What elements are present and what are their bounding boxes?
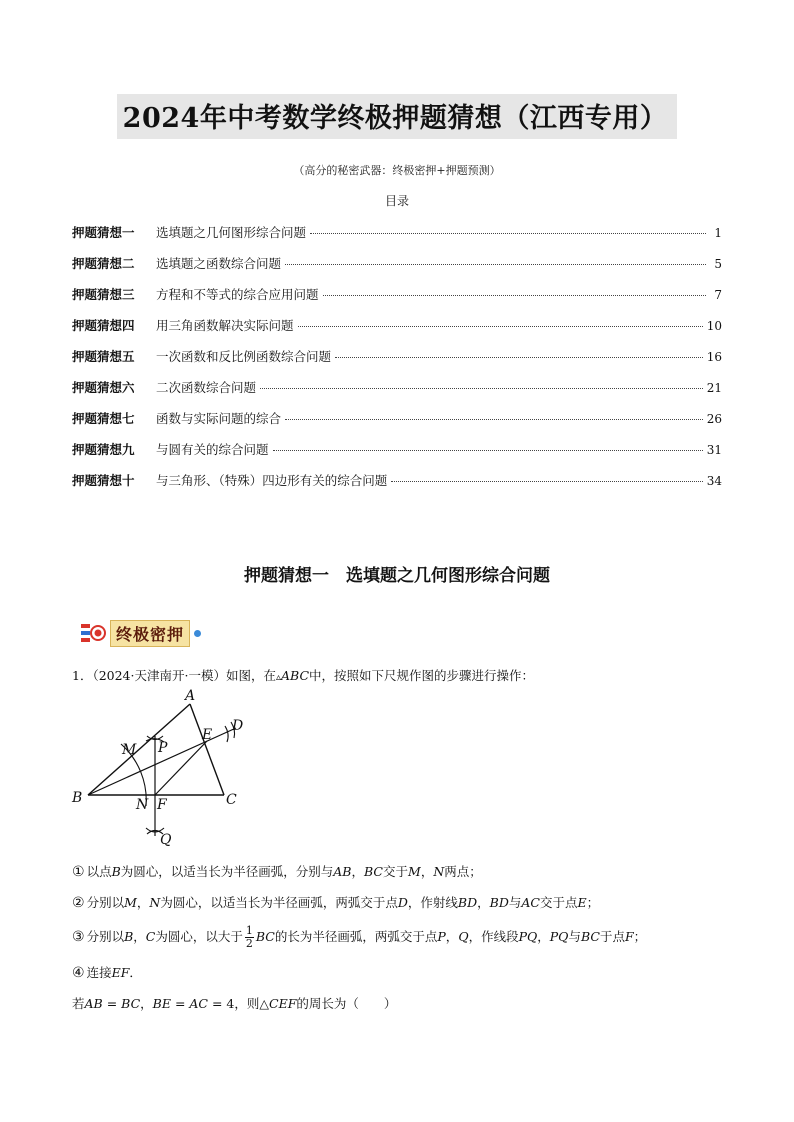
toc-dot-leader — [260, 388, 703, 389]
toc-entry-page: 21 — [706, 381, 722, 395]
toc-entry[interactable] — [72, 347, 722, 378]
toc-dot-leader — [285, 264, 706, 265]
label-f: F — [157, 797, 167, 813]
section-title: 押题猜想一 选填题之几何图形综合问题 — [244, 566, 550, 586]
toc-dot-leader — [323, 295, 706, 296]
label-p: P — [158, 740, 168, 756]
toc-entry-title: 二次函数综合问题 — [156, 380, 257, 395]
toc-entry-title: 函数与实际问题的综合 — [156, 411, 282, 426]
toc-entry-number: 押题猜想六 — [72, 380, 135, 395]
toc-entry[interactable] — [72, 316, 722, 347]
toc-dot-leader — [391, 481, 702, 482]
document-subtitle: （高分的秘密武器：终极密押+押题预测） — [293, 164, 501, 177]
toc-entry[interactable] — [72, 254, 722, 285]
toc-entry[interactable] — [72, 285, 722, 316]
question-condition: 若AB = BC，BE = AC = 4，则△CEF的周长为（ ） — [72, 996, 397, 1011]
toc-entry-title: 选填题之函数综合问题 — [156, 256, 282, 271]
toc-entry-title: 与圆有关的综合问题 — [156, 442, 269, 457]
toc-entry-page: 1 — [714, 226, 722, 240]
toc-entry-page: 26 — [706, 412, 722, 426]
step-4: ④ 连接EF． — [72, 965, 142, 981]
toc-entry-page: 16 — [706, 350, 722, 364]
label-n: N — [136, 797, 149, 813]
toc-entry-page: 34 — [706, 474, 722, 488]
toc-dot-leader — [298, 326, 703, 327]
label-d: D — [232, 718, 244, 734]
toc-entry-title: 与三角形、（特殊）四边形有关的综合问题 — [156, 473, 388, 488]
document-title-wrap — [0, 94, 794, 139]
label-m: M — [122, 742, 137, 758]
section-badge — [80, 619, 201, 647]
toc-dot-leader — [335, 357, 703, 358]
step-1: ① 以点B为圆心，以适当长为半径画弧，分别与AB，BC交于M，N两点； — [72, 864, 482, 880]
label-e: E — [202, 727, 213, 743]
toc-entry-page: 10 — [706, 319, 722, 333]
document-title: 2024年中考数学终极押题猜想（江西专用） — [117, 94, 678, 139]
label-b: B — [72, 790, 83, 806]
toc-entry-number: 押题猜想五 — [72, 349, 135, 364]
toc-entry-number: 押题猜想九 — [72, 442, 135, 457]
toc-dot-leader — [273, 450, 703, 451]
geometry-figure — [66, 686, 256, 856]
toc-entry-number: 押题猜想三 — [72, 287, 135, 302]
toc-entry-number: 押题猜想四 — [72, 318, 135, 333]
toc-entry-page: 7 — [714, 288, 722, 302]
toc-dot-leader — [310, 233, 706, 234]
toc-entry-page: 31 — [706, 443, 722, 457]
question-intro: 1．（2024·天津南开·一模）如图，在▵ABC中，按照如下尺规作图的步骤进行操作： — [72, 668, 535, 683]
toc-entry[interactable] — [72, 440, 722, 471]
toc-entry-number: 押题猜想二 — [72, 256, 135, 271]
toc-entry[interactable] — [72, 378, 722, 409]
label-a: A — [185, 688, 196, 704]
badge-dot-icon — [194, 630, 201, 637]
toc-entry-number: 押题猜想一 — [72, 225, 135, 240]
toc-entry-number: 押题猜想七 — [72, 411, 135, 426]
table-of-contents — [72, 223, 722, 502]
target-icon — [80, 621, 106, 645]
toc-entry-title: 用三角函数解决实际问题 — [156, 318, 294, 333]
toc-entry-number: 押题猜想十 — [72, 473, 135, 488]
badge-label: 终极密押 — [110, 620, 190, 647]
toc-entry[interactable] — [72, 471, 722, 502]
toc-entry-title: 方程和不等式的综合应用问题 — [156, 287, 319, 302]
toc-dot-leader — [285, 419, 703, 420]
toc-heading: 目录 — [384, 194, 409, 208]
step-2: ② 分别以M，N为圆心，以适当长为半径画弧，两弧交于点D，作射线BD，BD与AC交于点E； — [72, 895, 600, 911]
toc-entry-title: 选填题之几何图形综合问题 — [156, 225, 307, 240]
step-3: ③ 分别以B，C为圆心，以大于 $\frac{1}{2}$ BC的长为半径画弧，两弧交于点P，Q，作线段PQ，PQ与BC于点F； — [72, 924, 647, 950]
fraction-one-half: $\frac{1}{2}$ — [245, 924, 253, 950]
label-q: Q — [160, 832, 172, 848]
toc-entry[interactable] — [72, 409, 722, 440]
toc-entry-title: 一次函数和反比例函数综合问题 — [156, 349, 332, 364]
label-c: C — [226, 792, 237, 808]
toc-entry[interactable] — [72, 223, 722, 254]
toc-entry-page: 5 — [714, 257, 722, 271]
